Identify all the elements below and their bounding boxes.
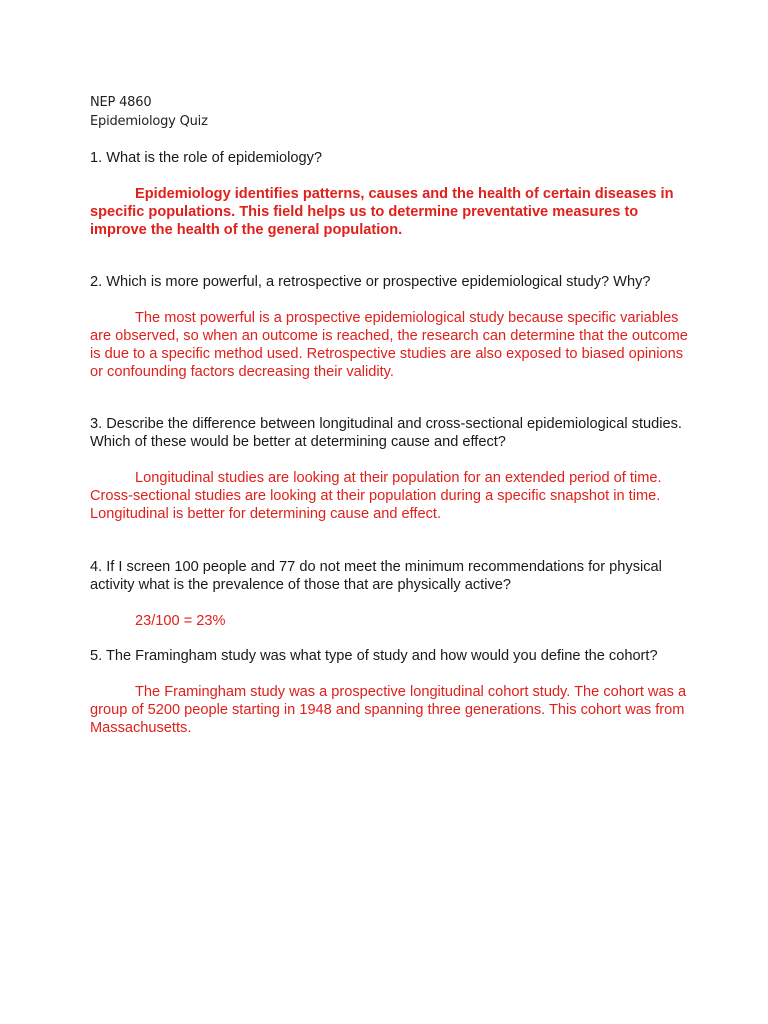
course-code: NEP 4860 [90,95,152,110]
question-block-3 [90,416,690,524]
question-block-5 [90,648,690,738]
question-block-2 [90,274,690,382]
question-5: 5. The Framingham study was what type of study and how would you define the cohort? [90,648,658,664]
question-3: 3. Describe the difference between longitudinal and cross-sectional epidemiological studies. Which of these would be better at determining cause and effect? [90,416,682,450]
question-block-4 [90,559,690,631]
answer-2: The most powerful is a prospective epidemiological study because specific variables are observed, so when an outcome is reached, the research can determine that the outcome is due to a specific method used. Retrospective studies are also exposed to biased opinions or confounding factors decreasing their validity. [90,309,688,380]
answer-4: 23/100 = 23% [135,612,226,629]
document-header [90,93,208,131]
question-2: 2. Which is more powerful, a retrospective or prospective epidemiological study? Why? [90,274,651,290]
document-title: Epidemiology Quiz [90,114,208,129]
answer-3: Longitudinal studies are looking at their population for an extended period of time. Cross-sectional studies are looking at their population during a specific snapshot in time. Longitudinal is better for determining cause and effect. [90,469,662,522]
question-block-1 [90,150,690,240]
answer-5: The Framingham study was a prospective longitudinal cohort study. The cohort was a group of 5200 people starting in 1948 and spanning three generations. This cohort was from Massachusetts. [90,683,687,736]
question-1: 1. What is the role of epidemiology? [90,150,323,166]
question-4: 4. If I screen 100 people and 77 do not meet the minimum recommendations for physical activity what is the prevalence of those that are physically active? [90,559,662,593]
answer-1: Epidemiology identifies patterns, causes and the health of certain diseases in specific populations. This field helps us to determine preventative measures to improve the health of the general population. [90,185,674,238]
